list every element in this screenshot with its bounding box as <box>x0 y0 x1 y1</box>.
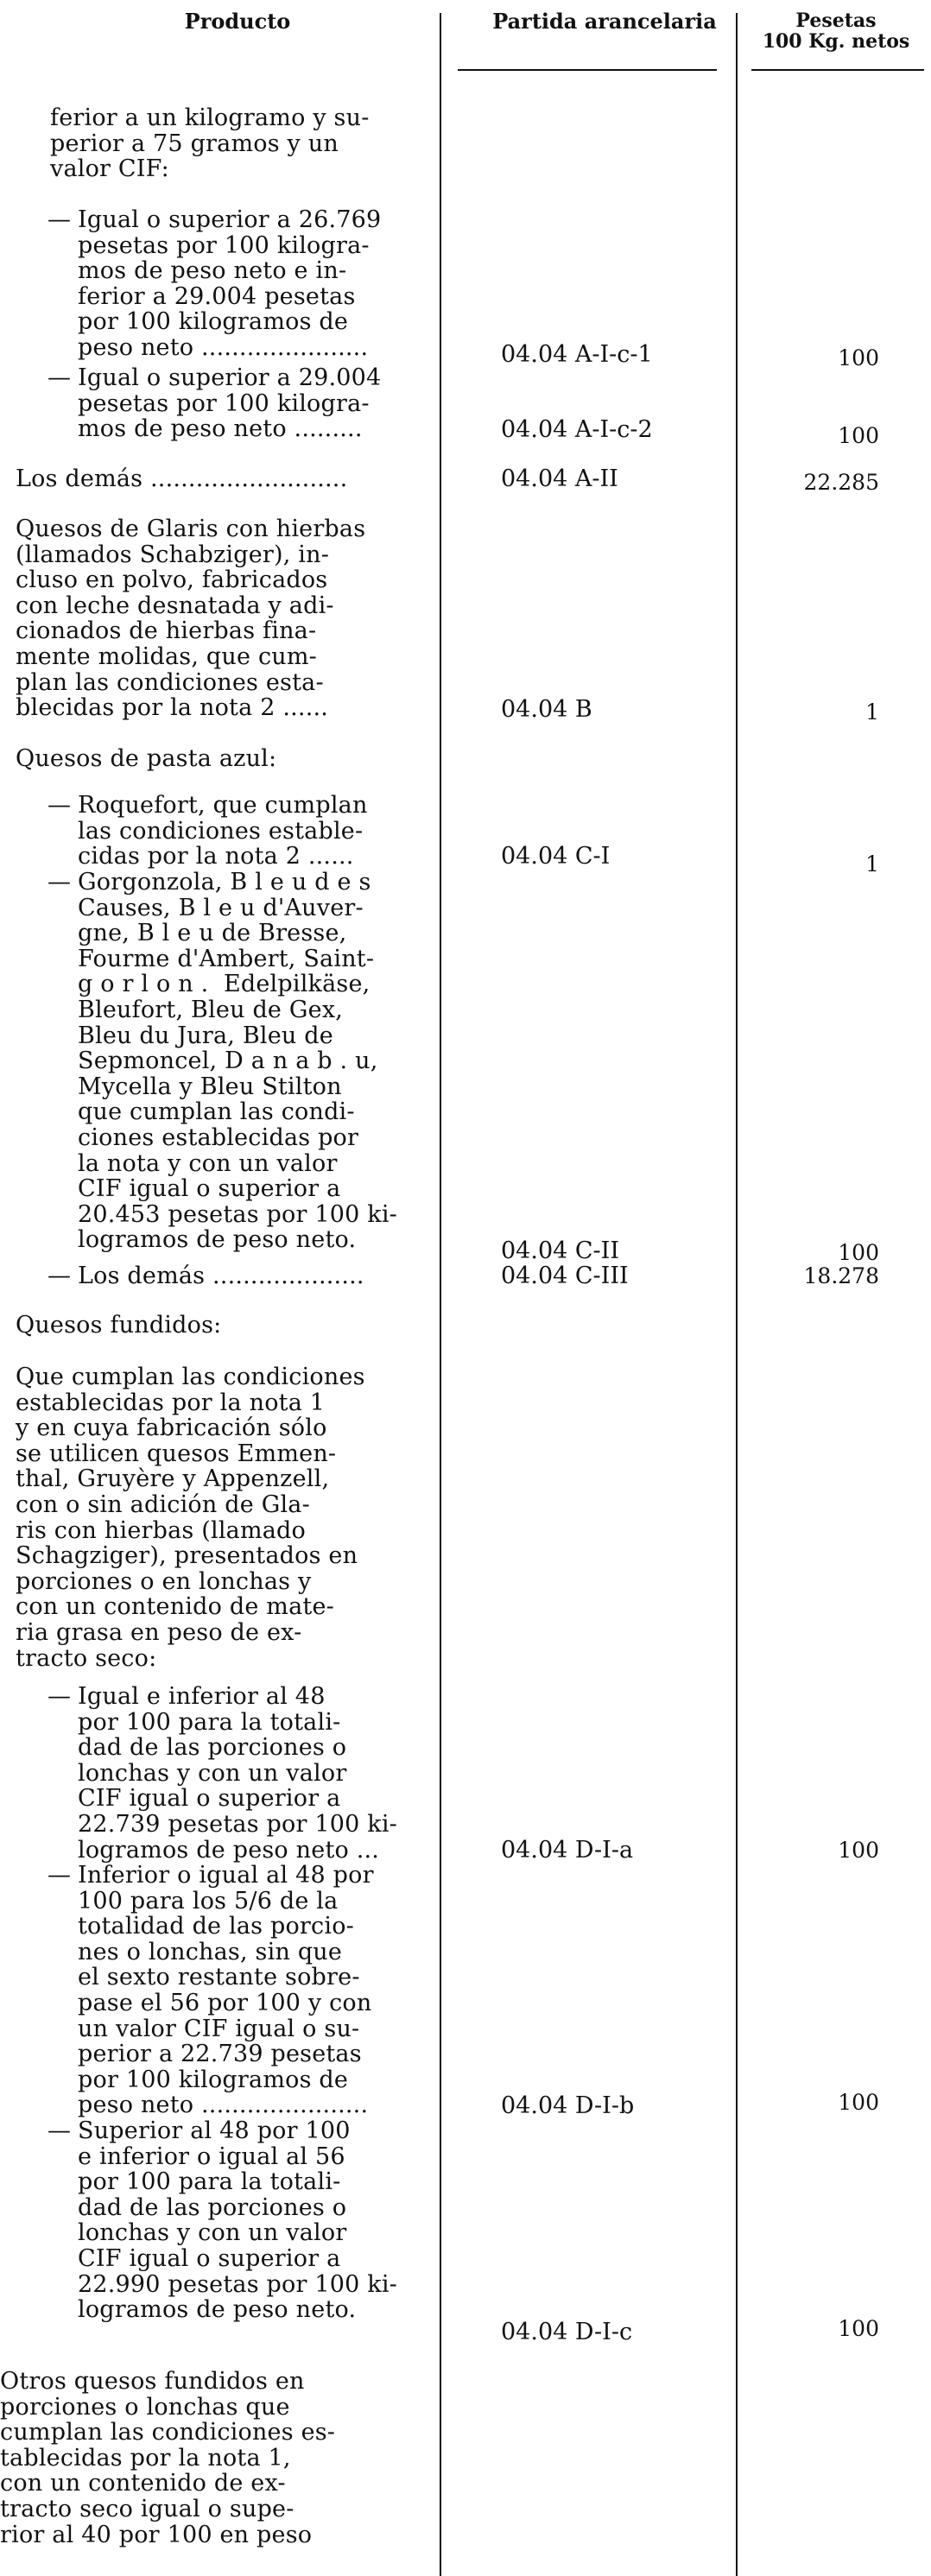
item-13-pesetas: 100 <box>838 2316 879 2341</box>
item-11-partida: 04.04 D-I-a <box>501 1837 634 1864</box>
item-4-text: Quesos de Glaris con hierbas (llamados Schabziger), in- cluso en polvo, fabricados con leche desnatada y adi- cionados de hierbas fina- mente molidas, que cum- plan las condiciones esta- blecidas por la nota 2 ...... <box>16 516 366 722</box>
item-13-text: Superior al 48 por 100 e inferior o igual al 56 por 100 para la totali- dad de las porciones o lonchas y con un valor CIF igual o superior a 22.990 pesetas por 100 ki- logramos de peso neto. <box>78 2117 398 2324</box>
item-14-text: Otros quesos fundidos en porciones o lonchas que cumplan las condiciones es- tablecidas por la nota 1, con un contenido de ex- tracto seco igual o supe- rior al 40 por 100 en peso <box>0 2368 336 2548</box>
header-rule-partida <box>458 69 717 71</box>
item-12-pesetas: 100 <box>838 2090 879 2115</box>
header-partida: Partida arancelaria <box>492 9 717 34</box>
item-11-pesetas: 100 <box>838 1838 879 1863</box>
header-pesetas-line1: Pesetas <box>795 9 877 32</box>
item-7-pesetas: 100 <box>838 1240 879 1265</box>
item-1-partida: 04.04 A-I-c-1 <box>501 341 653 368</box>
dash-1: — <box>48 206 71 233</box>
intro-text: ferior a un kilogramo y su- perior a 75 gramos y un valor CIF: <box>50 104 370 183</box>
item-4-partida: 04.04 B <box>501 696 592 723</box>
dash-6: — <box>48 792 71 819</box>
item-2-text: Igual o superior a 29.004 pesetas por 100 kilogra- mos de peso neto ......... <box>78 364 382 443</box>
header-pesetas-line2: 100 Kg. netos <box>762 30 910 53</box>
item-12-partida: 04.04 D-I-b <box>501 2092 635 2119</box>
item-10-text: Que cumplan las condiciones establecidas por la nota 1 y en cuya fabricación sólo se utilicen quesos Emmen- thal, Gruyère y Appenzell, con o sin adición de Gla- ris con hierbas (llamado Schagziger), presentados en porciones o en lonchas y con un contenido de mate- ria grasa en peso de ex- tracto seco: <box>16 1364 365 1672</box>
header-pesetas <box>750 10 922 52</box>
section-pasta-azul: Quesos de pasta azul: <box>16 745 277 772</box>
header-producto: Producto <box>184 9 291 34</box>
item-12-text: Inferior o igual al 48 por 100 para los 5/6 de la totalidad de las porcio- nes o lonchas, sin que el sexto restante sobre- pase el 56 por 100 y con un valor CIF igual o su- perior a 22.739 pesetas por 100 kilogramos de peso neto ...................... <box>78 1862 374 2119</box>
item-6-pesetas: 1 <box>865 851 879 877</box>
column-divider-1 <box>440 13 441 2576</box>
dash-13: — <box>48 2117 71 2144</box>
dash-12: — <box>48 1862 71 1889</box>
item-2-pesetas: 100 <box>838 423 879 448</box>
item-13-partida: 04.04 D-I-c <box>501 2319 633 2345</box>
item-8-partida: 04.04 C-III <box>501 1263 629 1289</box>
item-2-partida: 04.04 A-I-c-2 <box>501 416 653 443</box>
header-rule-pesetas <box>751 69 924 71</box>
item-8-text: Los demás .................... <box>78 1263 364 1289</box>
item-11-text: Igual e inferior al 48 por 100 para la totali- dad de las porciones o lonchas y con un valor CIF igual o superior a 22.739 pesetas por 100 ki- logramos de peso neto ... <box>78 1683 398 1864</box>
item-8-pesetas: 18.278 <box>803 1263 879 1288</box>
item-3-text: Los demás .......................... <box>16 465 348 492</box>
item-4-pesetas: 1 <box>865 699 879 725</box>
dash-11: — <box>48 1683 71 1710</box>
item-1-text: Igual o superior a 26.769 pesetas por 100 kilogra- mos de peso neto e in- ferior a 29.004 pesetas por 100 kilogramos de peso neto ...................... <box>78 206 382 361</box>
item-6-partida: 04.04 C-I <box>501 843 611 870</box>
item-7-partida: 04.04 C-II <box>501 1237 619 1264</box>
column-divider-2 <box>736 13 738 2576</box>
item-7-text: Gorgonzola, B l e u d e s Causes, B l e u d'Auver- gne, B l e u de Bresse, Fourme d'Ambert, Saint- g o r l o n . Edelpilkäse, Bleufort, Bleu de Gex, Bleu du Jura, Bleu de Sepmoncel, D a n a b . u, Mycella y Bleu Stilton que cumplan las condi- ciones establecidas por la nota y con un valor CIF igual o superior a 20.453 pesetas por 100 ki- logramos de peso neto. <box>78 869 398 1254</box>
dash-8: — <box>48 1263 71 1289</box>
dash-2: — <box>48 364 71 391</box>
item-3-partida: 04.04 A-II <box>501 465 618 492</box>
item-6-text: Roquefort, que cumplan las condiciones estable- cidas por la nota 2 ...... <box>78 792 368 870</box>
dash-7: — <box>48 869 71 896</box>
item-1-pesetas: 100 <box>838 345 879 370</box>
item-3-pesetas: 22.285 <box>803 470 879 495</box>
section-quesos-fundidos: Quesos fundidos: <box>16 1312 222 1339</box>
